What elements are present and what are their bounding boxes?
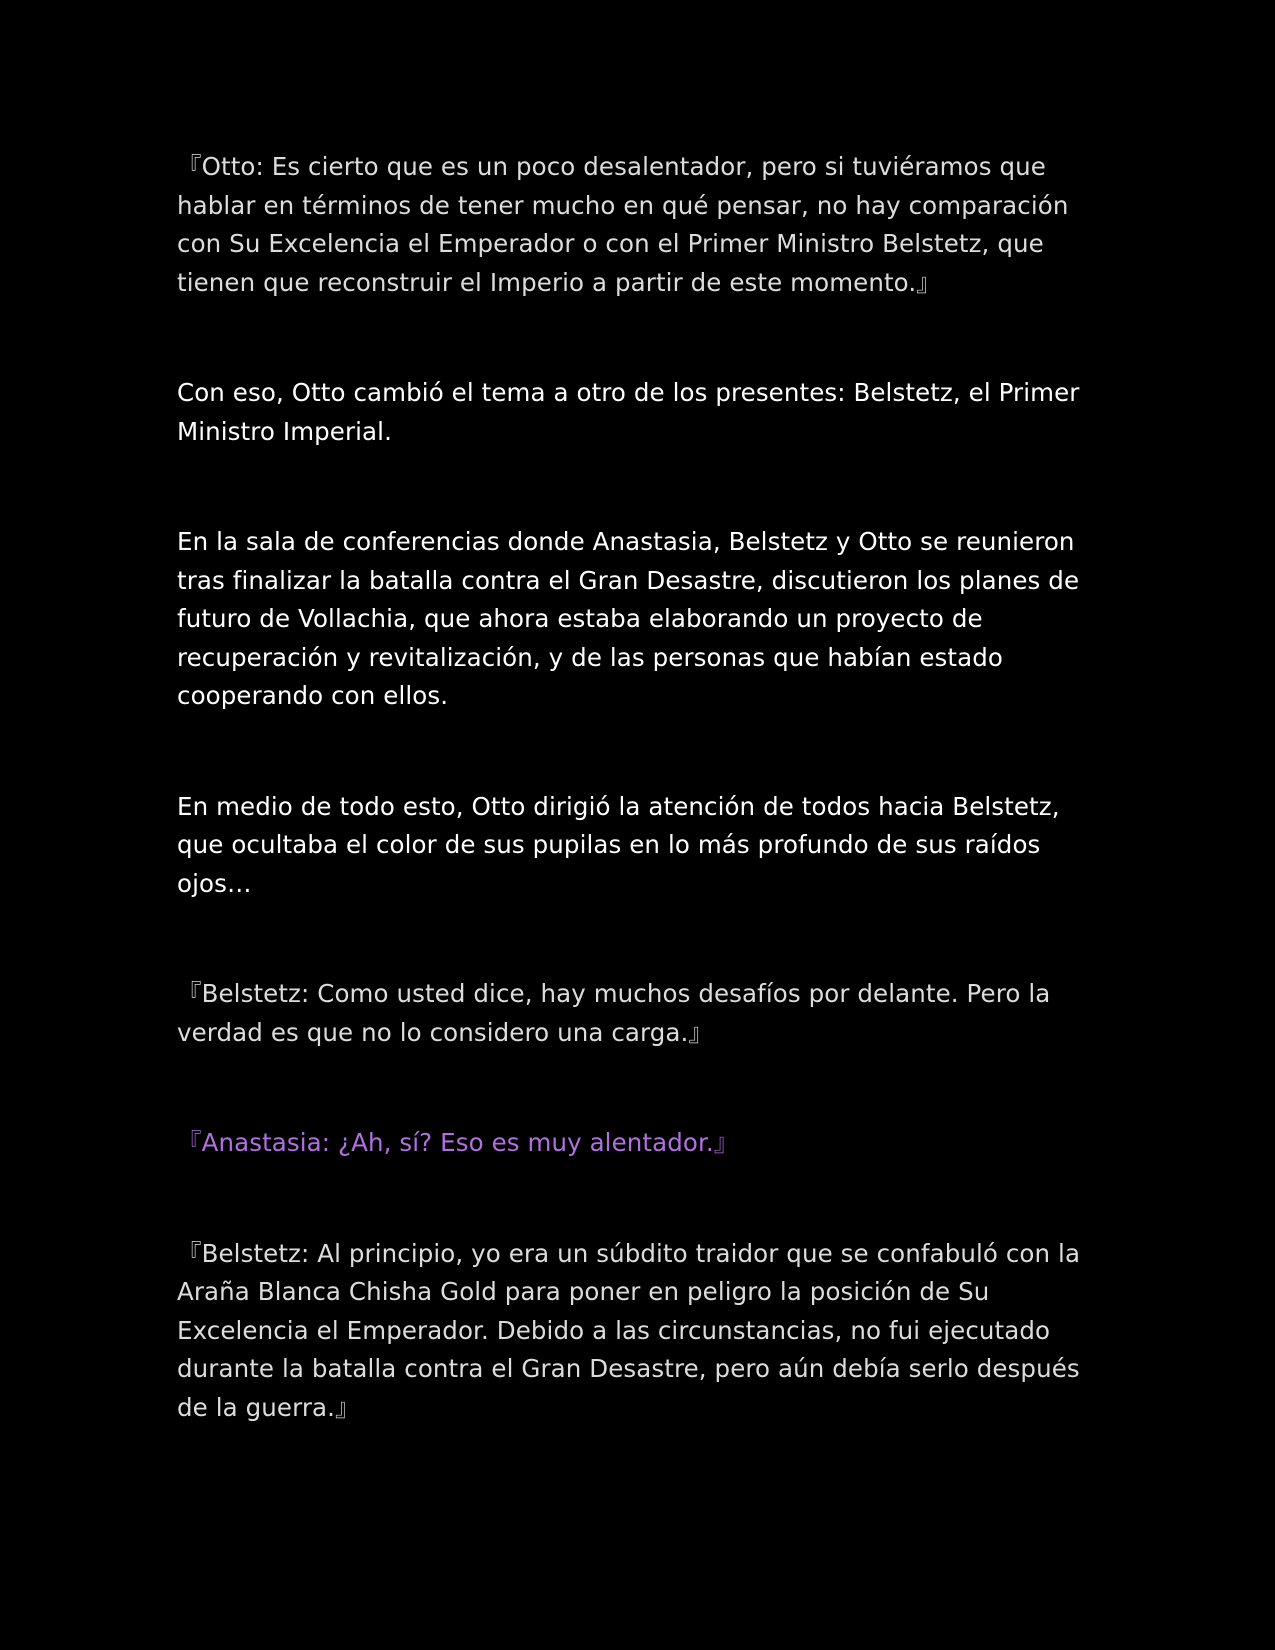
- dialogue-anastasia: 『Anastasia: ¿Ah, sí? Eso es muy alentador.』: [177, 1128, 739, 1157]
- paragraph-gap: [177, 1163, 1097, 1235]
- dialogue-belstetz: 『Belstetz: Como usted dice, hay muchos desafíos por delante. Pero la verdad es que no lo considero una carga.』: [177, 979, 1051, 1047]
- narration-paragraph: En medio de todo esto, Otto dirigió la atención de todos hacia Belstetz, que ocultaba el color de sus pupilas en lo más profundo de sus raídos ojos…: [177, 791, 1060, 898]
- paragraph-gap: [177, 302, 1097, 374]
- paragraph-gap: [177, 716, 1097, 788]
- dialogue-belstetz: 『Belstetz: Al principio, yo era un súbdito traidor que se confabuló con la Araña Blanca Chisha Gold para poner en peligro la posición de Su Excelencia el Emperador. Debido a las circunstancias, no fui ejecutado durante la batalla contra el Gran Desastre, pero aún debía serlo después de la guerra.』: [177, 1238, 1081, 1422]
- document-page: [177, 148, 1097, 1427]
- narration-paragraph: En la sala de conferencias donde Anastasia, Belstetz y Otto se reunieron tras finalizar la batalla contra el Gran Desastre, discutieron los planes de futuro de Vollachia, que ahora estaba elaborando un proyecto de recuperación y revitalización, y de las personas que habían estado cooperando con ellos.: [177, 527, 1080, 710]
- paragraph-gap: [177, 1052, 1097, 1124]
- narration-paragraph: Con eso, Otto cambió el tema a otro de los presentes: Belstetz, el Primer Ministro Imperial.: [177, 378, 1080, 446]
- paragraph-gap: [177, 903, 1097, 975]
- paragraph-gap: [177, 451, 1097, 523]
- dialogue-otto: 『Otto: Es cierto que es un poco desalentador, pero si tuviéramos que hablar en términos de tener mucho en qué pensar, no hay comparación con Su Excelencia el Emperador o con el Primer Ministro Belstetz, que tienen que reconstruir el Imperio a partir de este momento.』: [177, 152, 1069, 297]
